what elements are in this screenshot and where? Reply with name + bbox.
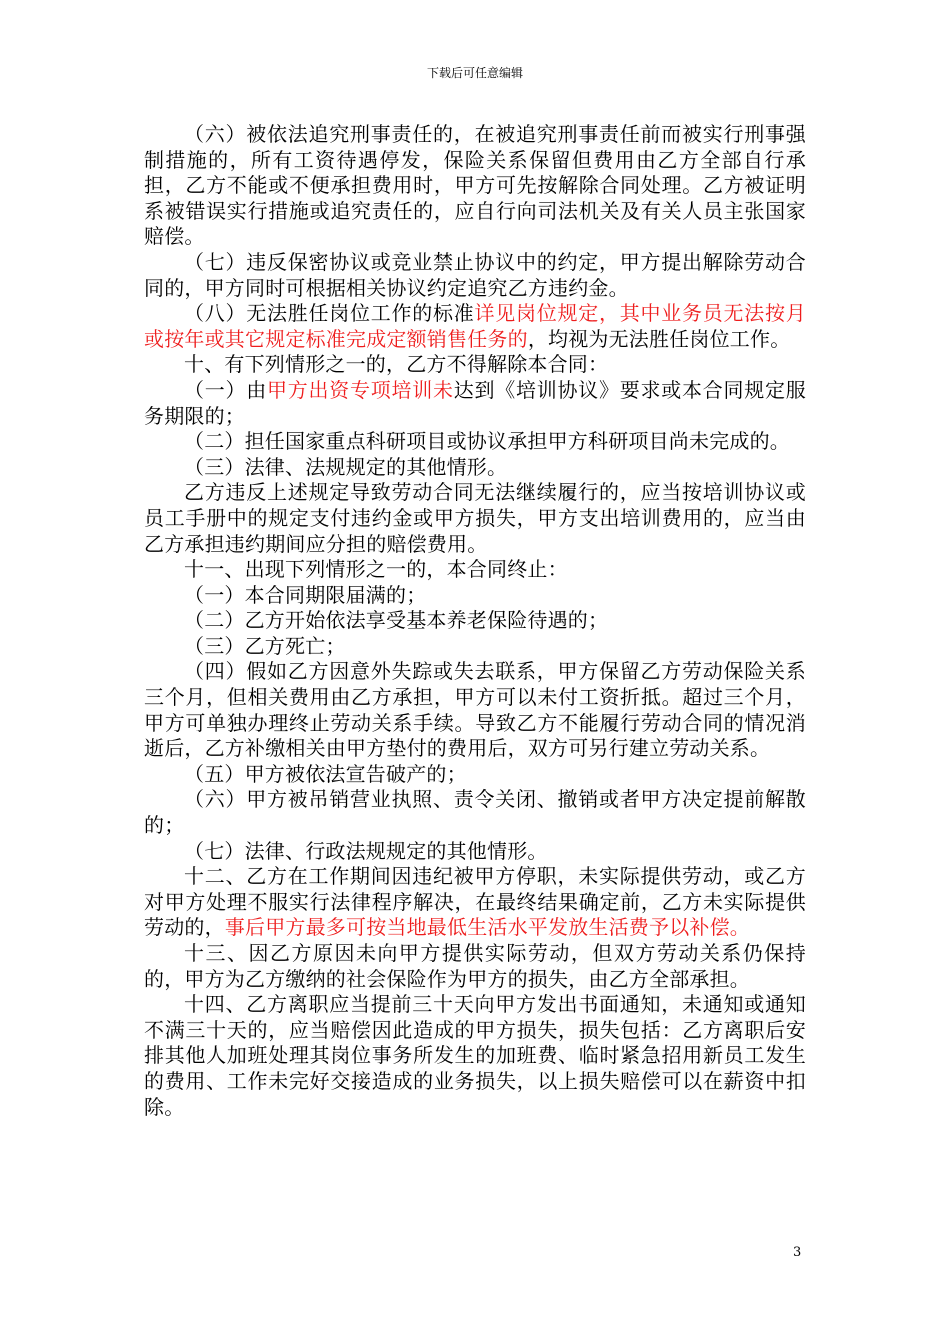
- paragraph-text: （五）甲方被依法宣告破产的；: [184, 761, 467, 786]
- document-body: [144, 122, 806, 1120]
- paragraph: [144, 557, 806, 583]
- paragraph-text: （一）由: [184, 377, 268, 402]
- paragraph-text: （八）无法胜任岗位工作的标准: [184, 301, 475, 326]
- paragraph: [144, 352, 806, 378]
- paragraph-text: （三）法律、法规规定的其他情形。: [184, 454, 508, 479]
- paragraph-text: 乙方违反上述规定导致劳动合同无法继续履行的，应当按培训协议或员工手册中的规定支付违约金或甲方损失，甲方支出培训费用的，应当由乙方承担违约期间应分担的赔偿费用。: [144, 480, 806, 556]
- paragraph: [144, 839, 806, 865]
- paragraph-text: （三）乙方死亡；: [184, 633, 346, 658]
- paragraph-text: （七）违反保密协议或竞业禁止协议中的约定，甲方提出解除劳动合同的，甲方同时可根据相关协议约定追究乙方违约金。: [144, 249, 806, 300]
- paragraph-text: （七）法律、行政法规规定的其他情形。: [184, 838, 548, 863]
- paragraph: [144, 941, 806, 992]
- paragraph-text: （一）本合同期限届满的；: [184, 582, 427, 607]
- page-header: 下载后可任意编辑: [426, 66, 523, 80]
- emphasis-text: 详见岗位规定，其中业务员无法按月或按年或其它规定标准完成定额销售任务的: [144, 301, 806, 351]
- paragraph: [144, 762, 806, 788]
- paragraph-text: 十一、出现下列情形之一的，本合同终止：: [184, 557, 568, 582]
- paragraph: [144, 250, 806, 301]
- paragraph: [144, 787, 806, 838]
- paragraph: [144, 480, 806, 557]
- emphasis-text: 事后甲方最多可按当地最低生活水平发放生活费予以补偿。: [224, 915, 751, 940]
- paragraph: [144, 992, 806, 1120]
- paragraph-text: 十、有下列情形之一的，乙方不得解除本合同：: [184, 352, 609, 377]
- paragraph-text: 十二、乙方在工作期间因违纪被甲方停职，未实际提供劳动，或乙方对甲方处理不服实行法律程序解决，在最终结果确定前，乙方未实际提供劳动的，: [144, 864, 806, 940]
- paragraph-text: 十三、因乙方原因未向甲方提供实际劳动，但双方劳动关系仍保持的，甲方为乙方缴纳的社会保险作为甲方的损失，由乙方全部承担。: [144, 941, 806, 991]
- paragraph-text: （六）被依法追究刑事责任的，在被追究刑事责任前而被实行刑事强制措施的，所有工资待遇停发，保险关系保留但费用由乙方全部自行承担，乙方不能或不便承担费用时，甲方可先按解除合同处理。乙方被证明系被错误实行措施或追究责任的，应自行向司法机关及有关人员主张国家赔偿。: [144, 122, 806, 249]
- paragraph-text: 十四、乙方离职应当提前三十天向甲方发出书面通知，未通知或通知不满三十天的，应当赔偿因此造成的甲方损失，损失包括：乙方离职后安排其他人加班处理其岗位事务所发生的加班费、临时紧急招用新员工发生的费用、工作未完好交接造成的业务损失，以上损失赔偿可以在薪资中扣除。: [144, 992, 806, 1119]
- paragraph-text: （二）担任国家重点科研项目或协议承担甲方科研项目尚未完成的。: [184, 429, 790, 454]
- paragraph: [144, 864, 806, 941]
- paragraph-text: （六）甲方被吊销营业执照、责令关闭、撤销或者甲方决定提前解散的；: [144, 787, 806, 838]
- paragraph-text: （二）乙方开始依法享受基本养老保险待遇的；: [184, 608, 609, 633]
- paragraph: [144, 455, 806, 481]
- emphasis-text: 甲方出资专项培训未: [267, 377, 454, 402]
- paragraph: [144, 429, 806, 455]
- paragraph: [144, 608, 806, 634]
- page-number: 3: [793, 1245, 802, 1260]
- paragraph: [144, 122, 806, 250]
- paragraph: [144, 301, 806, 352]
- paragraph: [144, 378, 806, 429]
- paragraph: [144, 659, 806, 761]
- paragraph-text: ，均视为无法胜任岗位工作。: [527, 326, 791, 351]
- paragraph: [144, 583, 806, 609]
- paragraph-text: （四）假如乙方因意外失踪或失去联系，甲方保留乙方劳动保险关系三个月，但相关费用由乙方承担，甲方可以未付工资折抵。超过三个月，甲方可单独办理终止劳动关系手续。导致乙方不能履行劳动合同的情况消逝后，乙方补缴相关由甲方垫付的费用后，双方可另行建立劳动关系。: [144, 659, 806, 761]
- paragraph-text: 达到《培训协议》要求或本合同规定服务期限的；: [144, 377, 806, 428]
- paragraph: [144, 634, 806, 660]
